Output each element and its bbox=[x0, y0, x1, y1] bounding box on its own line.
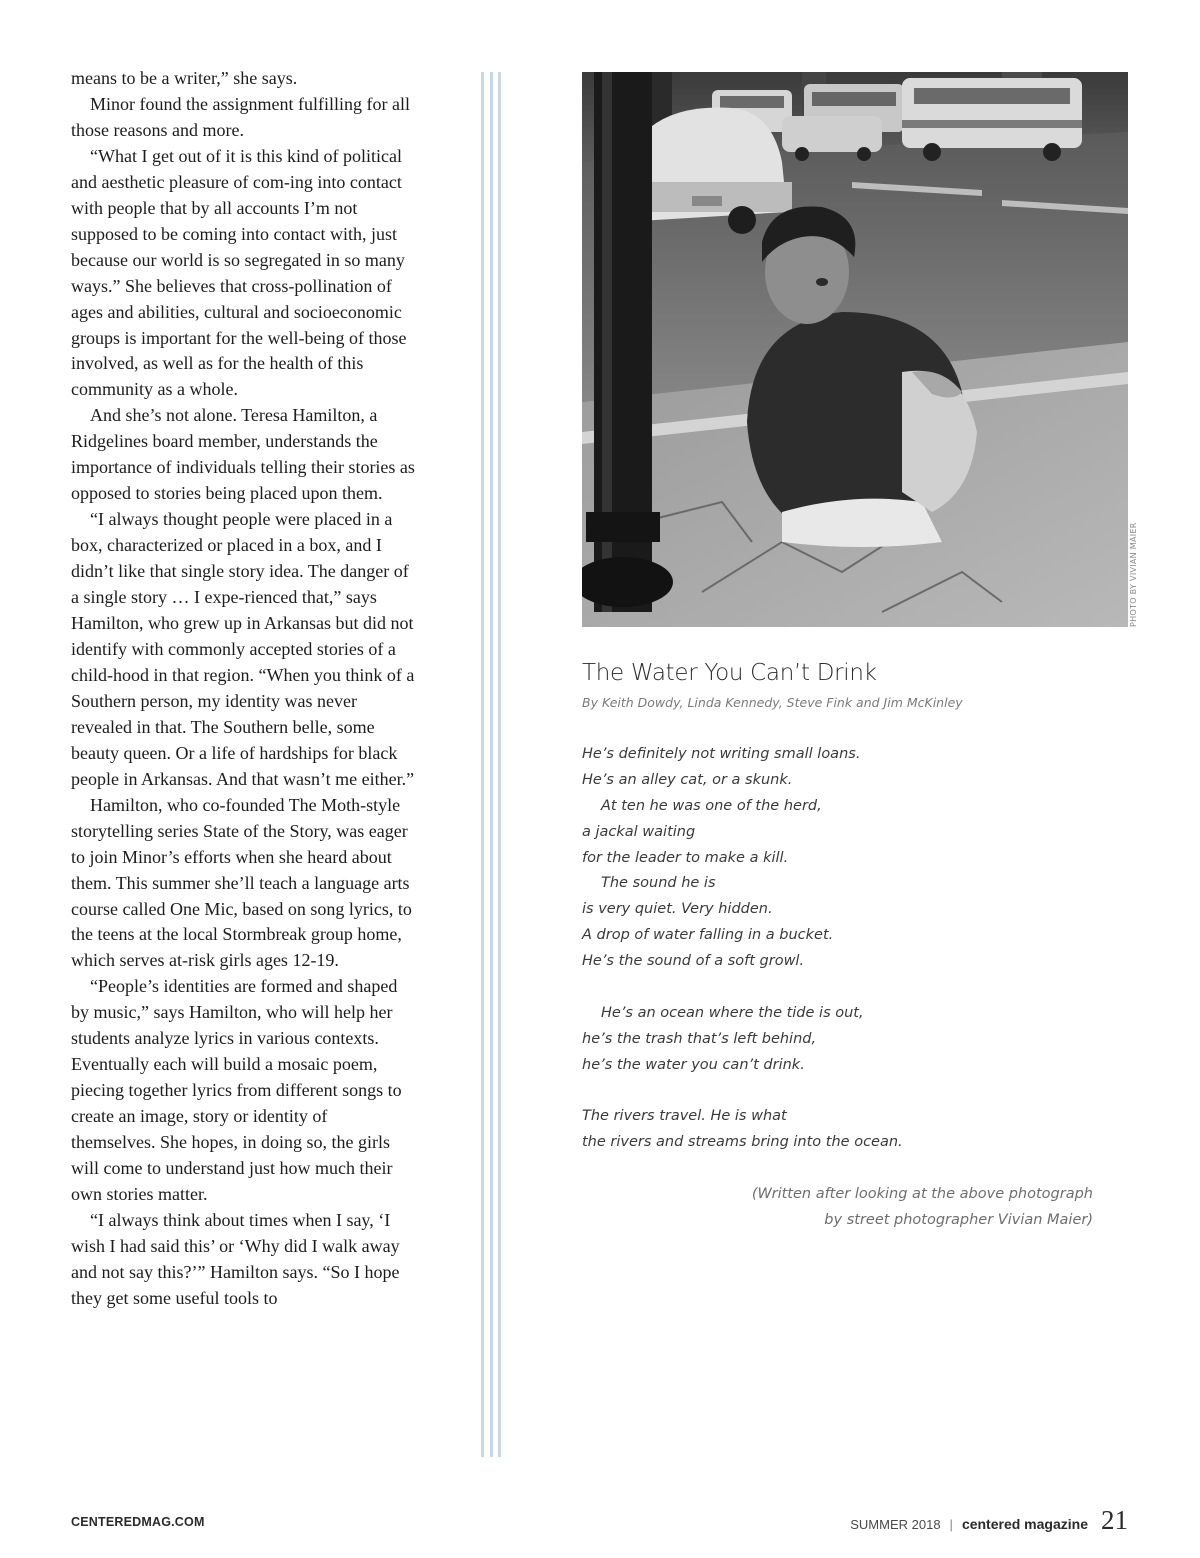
poem-note-line: (Written after looking at the above photograph bbox=[751, 1186, 1093, 1202]
poem-line: He’s the sound of a soft growl. bbox=[582, 953, 805, 970]
article-paragraph: And she’s not alone. Teresa Hamilton, a Ridgelines board member, understands the importance of individuals telling their stories as opposed to stories being placed upon them. bbox=[71, 405, 415, 504]
poem-line: A drop of water falling in a bucket. bbox=[582, 927, 834, 944]
poem-note-line: by street photographer Vivian Maier) bbox=[824, 1211, 1093, 1228]
poem-line: He’s definitely not writing small loans. bbox=[582, 746, 861, 762]
article-paragraph: “People’s identities are formed and shaped by music,” says Hamilton, who will help her students analyze lyrics in various contexts. Eventually each will build a mosaic poem, piecing together lyrics from different songs to create an image, story or identity of themselves. She hopes, in doing so, the girls will come to understand just how much their own stories matter. bbox=[71, 976, 402, 1204]
article-paragraph: Hamilton, who co-founded The Moth-style storytelling series State of the Story, was eager to join Minor’s efforts when she heard about them. This summer she’ll teach a language arts course called One Mic, based on song lyrics, to the teens at the local Stormbreak group home, which serves at-risk girls ages 12-19. bbox=[71, 794, 412, 971]
article-paragraph: “I always thought people were placed in a box, characterized or placed in a box, and I didn’t like that single story idea. The danger of a single story … I expe-rienced that,” says Hamilton, who grew up in Arkansas but did not identify with commonly accepted stories of a child-hood in that region. “When you think of a Southern person, my identity was never revealed in that. The Southern belle, some beauty queen. Or a life of hardships for black people in Arkansas. And that wasn’t me either.” bbox=[71, 509, 415, 789]
poem-line: a jackal waiting bbox=[582, 823, 696, 840]
poem-note bbox=[700, 1182, 1093, 1234]
poem-line: The rivers travel. He is what bbox=[582, 1108, 787, 1125]
poem-line: is very quiet. Very hidden. bbox=[582, 901, 773, 918]
photo-illustration bbox=[582, 72, 1128, 627]
page-number: 21 bbox=[1101, 1505, 1128, 1535]
article-column bbox=[71, 66, 416, 1312]
poem-line: He’s an ocean where the tide is out, bbox=[601, 1004, 864, 1021]
poem-line: He’s an alley cat, or a skunk. bbox=[582, 771, 793, 788]
footer-magazine-name: centered magazine bbox=[961, 1516, 1088, 1532]
poem-line: the rivers and streams bring into the ocean. bbox=[582, 1134, 903, 1151]
article-paragraph: “What I get out of it is this kind of political and aesthetic pleasure of com-ing into contact with people that by all accounts I’m not supposed to be coming into contact with, just because our world is so segregated in so many ways.” She believes that cross-pollination of ages and abilities, cultural and socioeconomic groups is important for the well-being of those involved, as well as for the health of this community as a whole. bbox=[71, 145, 407, 400]
article-paragraph: “I always think about times when I say, ‘I wish I had said this’ or ‘Why did I walk away and not say this?’” Hamilton says. “So I hope they get some useful tools to bbox=[71, 1209, 400, 1308]
article-paragraph: Minor found the assignment fulfilling for all those reasons and more. bbox=[71, 93, 410, 140]
footer-site-url: CENTEREDMAG.COM bbox=[71, 1515, 205, 1529]
footer-folio bbox=[850, 1505, 1128, 1536]
poem-line: for the leader to make a kill. bbox=[582, 849, 789, 866]
poem-byline: By Keith Dowdy, Linda Kennedy, Steve Fink and Jim McKinley bbox=[582, 695, 963, 710]
stanza-break bbox=[582, 975, 1102, 1001]
footer-separator: | bbox=[949, 1517, 953, 1532]
stanza-break bbox=[582, 1079, 1102, 1105]
poem-line: At ten he was one of the herd, bbox=[601, 797, 822, 814]
column-divider bbox=[481, 72, 501, 1457]
poem-line: he’s the water you can’t drink. bbox=[582, 1056, 805, 1073]
poem-title: The Water You Can’t Drink bbox=[582, 660, 877, 686]
street-photograph bbox=[582, 72, 1128, 627]
poem-body bbox=[582, 742, 1102, 1156]
photo-credit: PHOTO BY VIVIAN MAIER bbox=[1129, 522, 1138, 627]
poem-line: he’s the trash that’s left behind, bbox=[582, 1030, 817, 1047]
article-paragraph: means to be a writer,” she says. bbox=[71, 68, 298, 88]
poem-line: The sound he is bbox=[601, 875, 716, 892]
footer-season: SUMMER 2018 bbox=[850, 1517, 941, 1532]
